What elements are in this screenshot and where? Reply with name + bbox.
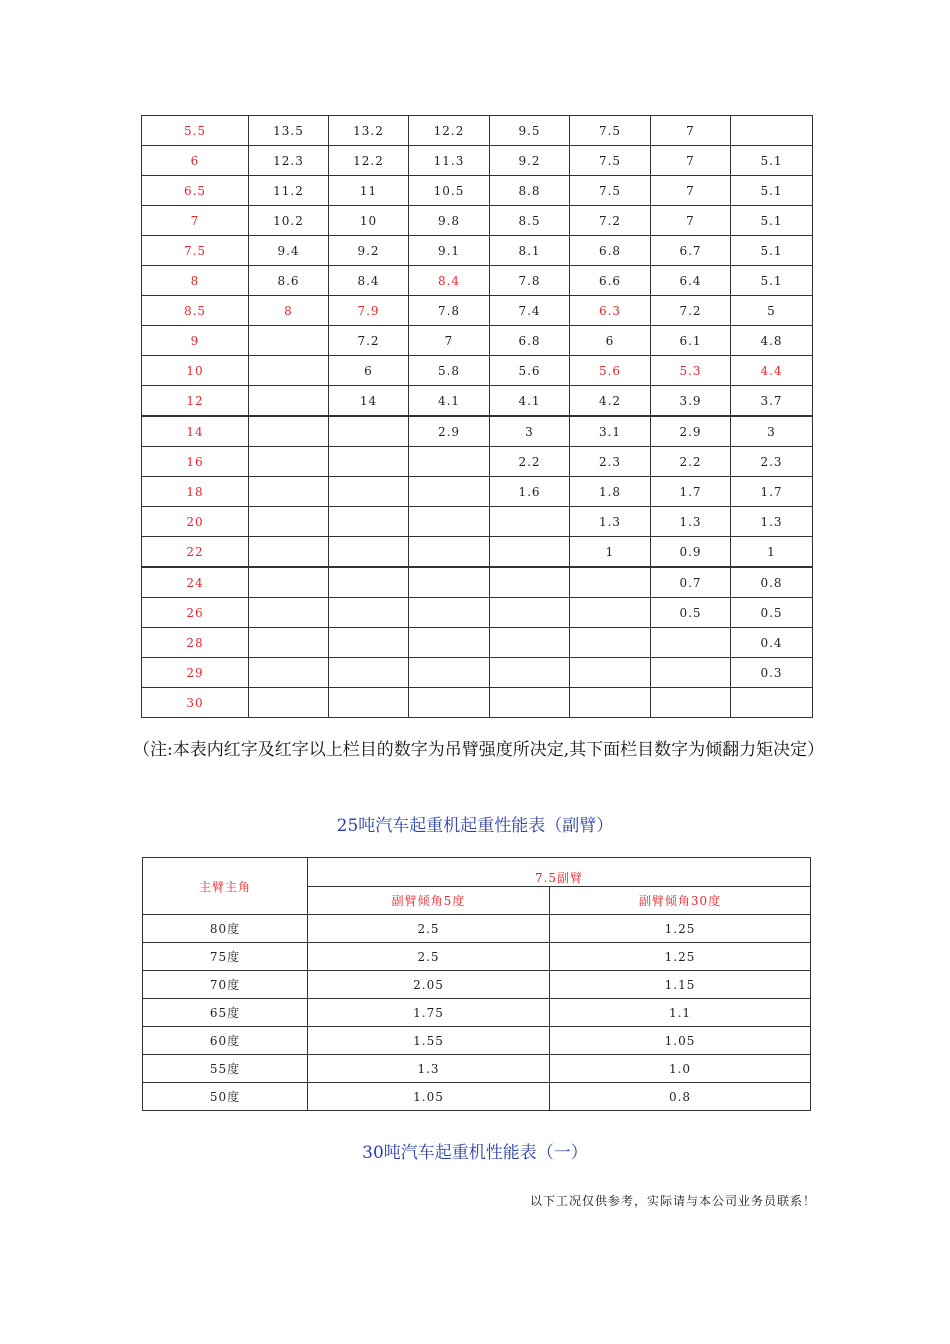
table-row xyxy=(142,507,813,537)
capacity-cell: 7.5 xyxy=(570,116,651,146)
jib-30-value-cell: 1.15 xyxy=(550,971,811,999)
radius-cell: 6.5 xyxy=(142,176,249,206)
capacity-cell: 1.6 xyxy=(490,477,570,507)
capacity-cell xyxy=(249,416,329,447)
capacity-cell xyxy=(249,688,329,718)
capacity-cell: 0.7 xyxy=(651,567,731,598)
title-30t: 30吨汽车起重机性能表（一） xyxy=(362,1143,588,1163)
jib-5-value-cell: 1.3 xyxy=(308,1055,550,1083)
radius-cell: 22 xyxy=(142,537,249,568)
table-row xyxy=(142,658,813,688)
table-row xyxy=(142,116,813,146)
table-row xyxy=(142,447,813,477)
footer-note: 以下工况仅供参考，实际请与本公司业务员联系！ xyxy=(529,1194,816,1208)
table-row xyxy=(142,146,813,176)
radius-cell: 14 xyxy=(142,416,249,447)
capacity-cell xyxy=(329,628,409,658)
table-note: （注:本表内红字及红字以上栏目的数字为吊臂强度所决定,其下面栏目数字为倾翻力矩决定） xyxy=(133,740,825,760)
capacity-cell xyxy=(329,447,409,477)
capacity-cell: 9.1 xyxy=(409,236,490,266)
capacity-cell xyxy=(570,628,651,658)
capacity-cell: 5.1 xyxy=(731,266,813,296)
capacity-cell: 9.2 xyxy=(490,146,570,176)
capacity-cell: 8.1 xyxy=(490,236,570,266)
capacity-cell: 7.2 xyxy=(329,326,409,356)
capacity-cell xyxy=(409,537,490,568)
corner-header: 主臂主角 xyxy=(143,858,308,915)
radius-cell: 28 xyxy=(142,628,249,658)
capacity-cell: 12.2 xyxy=(329,146,409,176)
capacity-cell xyxy=(329,416,409,447)
capacity-cell: 1.3 xyxy=(570,507,651,537)
capacity-cell: 10.2 xyxy=(249,206,329,236)
capacity-cell: 0.8 xyxy=(731,567,813,598)
capacity-cell xyxy=(249,598,329,628)
table-row xyxy=(143,915,811,943)
capacity-cell: 3 xyxy=(731,416,813,447)
capacity-cell: 13.5 xyxy=(249,116,329,146)
capacity-cell: 9.4 xyxy=(249,236,329,266)
capacity-cell: 6.8 xyxy=(490,326,570,356)
jib-5-value-cell: 2.5 xyxy=(308,915,550,943)
capacity-cell: 12.3 xyxy=(249,146,329,176)
radius-cell: 29 xyxy=(142,658,249,688)
jib-30-value-cell: 1.05 xyxy=(550,1027,811,1055)
table-row xyxy=(142,688,813,718)
table-row xyxy=(142,386,813,417)
capacity-cell xyxy=(409,567,490,598)
jib-5-value-cell: 1.75 xyxy=(308,999,550,1027)
capacity-cell xyxy=(249,356,329,386)
boom-angle-cell: 60度 xyxy=(143,1027,308,1055)
capacity-cell xyxy=(409,507,490,537)
capacity-cell xyxy=(249,447,329,477)
capacity-cell xyxy=(329,537,409,568)
radius-cell: 8.5 xyxy=(142,296,249,326)
radius-cell: 12 xyxy=(142,386,249,417)
capacity-cell: 6 xyxy=(570,326,651,356)
table-row xyxy=(142,266,813,296)
capacity-cell: 1 xyxy=(570,537,651,568)
capacity-cell: 4.8 xyxy=(731,326,813,356)
capacity-cell: 8.8 xyxy=(490,176,570,206)
capacity-cell: 1.3 xyxy=(651,507,731,537)
capacity-cell: 4.1 xyxy=(490,386,570,417)
capacity-cell: 1.7 xyxy=(731,477,813,507)
capacity-cell xyxy=(249,386,329,417)
table-row xyxy=(142,567,813,598)
boom-angle-cell: 65度 xyxy=(143,999,308,1027)
capacity-cell: 7 xyxy=(651,116,731,146)
capacity-cell xyxy=(490,628,570,658)
capacity-cell xyxy=(490,507,570,537)
capacity-cell: 11.3 xyxy=(409,146,490,176)
jib-5-value-cell: 2.05 xyxy=(308,971,550,999)
capacity-cell xyxy=(249,658,329,688)
capacity-cell: 2.2 xyxy=(651,447,731,477)
table-row xyxy=(142,477,813,507)
capacity-cell xyxy=(490,658,570,688)
capacity-cell: 1.7 xyxy=(651,477,731,507)
capacity-cell: 5 xyxy=(731,296,813,326)
capacity-cell xyxy=(570,567,651,598)
capacity-cell: 4.4 xyxy=(731,356,813,386)
title-25t-jib: 25吨汽车起重机起重性能表（副臂） xyxy=(336,816,614,836)
capacity-cell xyxy=(329,658,409,688)
capacity-cell: 6 xyxy=(329,356,409,386)
capacity-cell: 9.2 xyxy=(329,236,409,266)
radius-cell: 16 xyxy=(142,447,249,477)
capacity-cell: 9.5 xyxy=(490,116,570,146)
capacity-cell: 5.1 xyxy=(731,236,813,266)
capacity-cell: 1.8 xyxy=(570,477,651,507)
jib-30-value-cell: 1.25 xyxy=(550,915,811,943)
capacity-cell: 7.2 xyxy=(570,206,651,236)
capacity-cell: 0.3 xyxy=(731,658,813,688)
radius-cell: 7.5 xyxy=(142,236,249,266)
capacity-cell: 7.8 xyxy=(409,296,490,326)
capacity-cell: 13.2 xyxy=(329,116,409,146)
capacity-cell: 11.2 xyxy=(249,176,329,206)
capacity-cell: 2.9 xyxy=(651,416,731,447)
capacity-cell: 7 xyxy=(651,206,731,236)
capacity-cell: 6.6 xyxy=(570,266,651,296)
capacity-cell xyxy=(249,537,329,568)
capacity-cell xyxy=(409,447,490,477)
capacity-cell xyxy=(329,688,409,718)
capacity-cell: 0.5 xyxy=(651,598,731,628)
capacity-cell: 7 xyxy=(651,176,731,206)
table-row xyxy=(142,206,813,236)
boom-angle-cell: 55度 xyxy=(143,1055,308,1083)
radius-cell: 24 xyxy=(142,567,249,598)
boom-angle-cell: 75度 xyxy=(143,943,308,971)
table-row xyxy=(142,326,813,356)
capacity-cell: 9.8 xyxy=(409,206,490,236)
capacity-cell: 7.8 xyxy=(490,266,570,296)
boom-angle-cell: 50度 xyxy=(143,1083,308,1111)
radius-cell: 10 xyxy=(142,356,249,386)
capacity-cell: 0.4 xyxy=(731,628,813,658)
radius-cell: 6 xyxy=(142,146,249,176)
table-row xyxy=(142,416,813,447)
radius-cell: 26 xyxy=(142,598,249,628)
capacity-cell xyxy=(409,477,490,507)
jib-30-value-cell: 1.0 xyxy=(550,1055,811,1083)
capacity-cell: 8.5 xyxy=(490,206,570,236)
radius-cell: 20 xyxy=(142,507,249,537)
capacity-cell: 12.2 xyxy=(409,116,490,146)
capacity-cell: 8.4 xyxy=(329,266,409,296)
table-row xyxy=(142,296,813,326)
capacity-cell: 6.7 xyxy=(651,236,731,266)
table-row xyxy=(143,971,811,999)
capacity-cell: 2.3 xyxy=(731,447,813,477)
capacity-cell: 6.3 xyxy=(570,296,651,326)
boom-angle-cell: 70度 xyxy=(143,971,308,999)
capacity-cell xyxy=(249,507,329,537)
jib-30-value-cell: 1.25 xyxy=(550,943,811,971)
table-row xyxy=(142,537,813,568)
capacity-cell xyxy=(490,537,570,568)
load-chart-table xyxy=(141,115,813,718)
capacity-cell xyxy=(651,688,731,718)
capacity-cell xyxy=(570,688,651,718)
capacity-cell: 0.9 xyxy=(651,537,731,568)
radius-cell: 7 xyxy=(142,206,249,236)
capacity-cell xyxy=(570,598,651,628)
capacity-cell xyxy=(249,628,329,658)
capacity-cell: 2.9 xyxy=(409,416,490,447)
jib-angle-5-header: 副臂倾角5度 xyxy=(308,887,550,915)
table-row xyxy=(142,356,813,386)
capacity-cell: 14 xyxy=(329,386,409,417)
capacity-cell xyxy=(409,598,490,628)
capacity-cell xyxy=(249,477,329,507)
table-row xyxy=(143,1055,811,1083)
capacity-cell: 5.1 xyxy=(731,176,813,206)
capacity-cell xyxy=(329,477,409,507)
jib-angle-30-header: 副臂倾角30度 xyxy=(550,887,811,915)
capacity-cell xyxy=(409,688,490,718)
table-row xyxy=(143,1083,811,1111)
capacity-cell: 7.9 xyxy=(329,296,409,326)
jib-length-header: 7.5副臂 xyxy=(308,858,811,887)
capacity-cell: 2.3 xyxy=(570,447,651,477)
capacity-cell xyxy=(249,326,329,356)
capacity-cell: 5.6 xyxy=(490,356,570,386)
capacity-cell: 7.5 xyxy=(570,176,651,206)
capacity-cell xyxy=(731,116,813,146)
table-row xyxy=(142,598,813,628)
capacity-cell: 5.1 xyxy=(731,146,813,176)
capacity-cell: 3.7 xyxy=(731,386,813,417)
capacity-cell: 10 xyxy=(329,206,409,236)
capacity-cell: 5.8 xyxy=(409,356,490,386)
capacity-cell: 6.1 xyxy=(651,326,731,356)
capacity-cell: 8.4 xyxy=(409,266,490,296)
capacity-cell: 3.1 xyxy=(570,416,651,447)
capacity-cell xyxy=(329,598,409,628)
jib-5-value-cell: 2.5 xyxy=(308,943,550,971)
capacity-cell: 7 xyxy=(409,326,490,356)
capacity-cell xyxy=(651,628,731,658)
table-row xyxy=(142,176,813,206)
capacity-cell: 4.2 xyxy=(570,386,651,417)
jib-chart-table xyxy=(142,857,811,1111)
capacity-cell xyxy=(490,567,570,598)
capacity-cell: 5.3 xyxy=(651,356,731,386)
jib-5-value-cell: 1.55 xyxy=(308,1027,550,1055)
table-row xyxy=(143,999,811,1027)
capacity-cell: 1.3 xyxy=(731,507,813,537)
jib-30-value-cell: 0.8 xyxy=(550,1083,811,1111)
boom-angle-cell: 80度 xyxy=(143,915,308,943)
capacity-cell xyxy=(409,628,490,658)
capacity-cell: 1 xyxy=(731,537,813,568)
capacity-cell: 7 xyxy=(651,146,731,176)
capacity-cell xyxy=(409,658,490,688)
capacity-cell xyxy=(490,598,570,628)
capacity-cell: 7.5 xyxy=(570,146,651,176)
jib-5-value-cell: 1.05 xyxy=(308,1083,550,1111)
capacity-cell: 6.4 xyxy=(651,266,731,296)
table-row xyxy=(142,236,813,266)
capacity-cell xyxy=(731,688,813,718)
capacity-cell: 3 xyxy=(490,416,570,447)
capacity-cell: 6.8 xyxy=(570,236,651,266)
capacity-cell: 2.2 xyxy=(490,447,570,477)
radius-cell: 8 xyxy=(142,266,249,296)
capacity-cell xyxy=(651,658,731,688)
capacity-cell: 8 xyxy=(249,296,329,326)
capacity-cell: 10.5 xyxy=(409,176,490,206)
capacity-cell xyxy=(490,688,570,718)
capacity-cell: 5.6 xyxy=(570,356,651,386)
capacity-cell xyxy=(329,567,409,598)
capacity-cell: 5.1 xyxy=(731,206,813,236)
capacity-cell: 4.1 xyxy=(409,386,490,417)
capacity-cell: 11 xyxy=(329,176,409,206)
table-row xyxy=(142,628,813,658)
radius-cell: 30 xyxy=(142,688,249,718)
radius-cell: 9 xyxy=(142,326,249,356)
radius-cell: 18 xyxy=(142,477,249,507)
radius-cell: 5.5 xyxy=(142,116,249,146)
capacity-cell xyxy=(249,567,329,598)
capacity-cell: 7.2 xyxy=(651,296,731,326)
capacity-cell: 3.9 xyxy=(651,386,731,417)
capacity-cell: 8.6 xyxy=(249,266,329,296)
capacity-cell xyxy=(570,658,651,688)
capacity-cell: 7.4 xyxy=(490,296,570,326)
capacity-cell: 0.5 xyxy=(731,598,813,628)
capacity-cell xyxy=(329,507,409,537)
table-row xyxy=(143,1027,811,1055)
table-row xyxy=(143,943,811,971)
jib-30-value-cell: 1.1 xyxy=(550,999,811,1027)
